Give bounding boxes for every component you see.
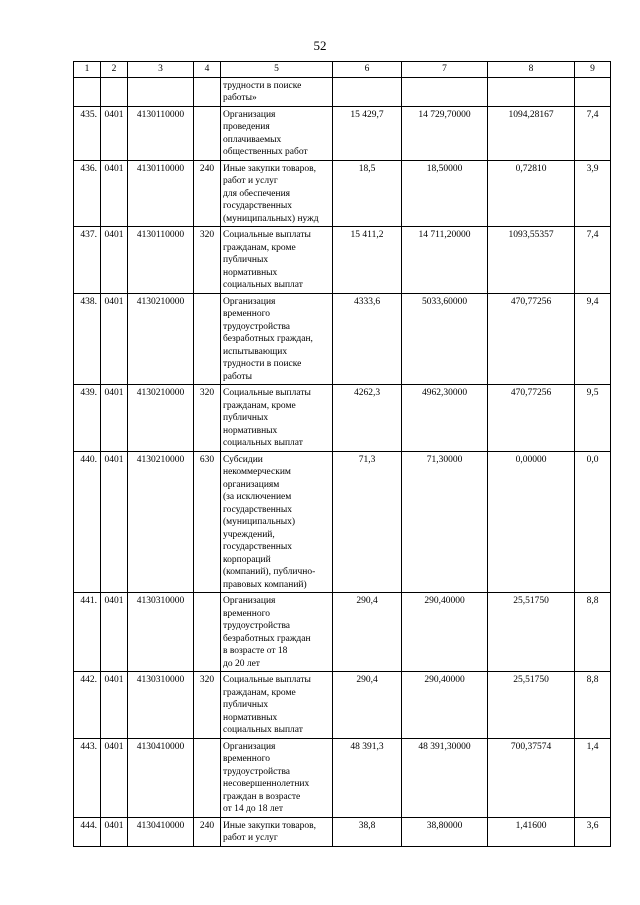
table-cell <box>74 77 101 106</box>
section-code: 0401 <box>101 817 128 846</box>
table-row <box>74 672 611 739</box>
table-row <box>74 593 611 672</box>
section-code: 0401 <box>101 227 128 294</box>
row-description: Организация временного трудоустройства безработных граждан в возрасте от 18 до 20 лет <box>221 593 333 672</box>
table-cell <box>194 77 221 106</box>
row-description: трудности в поиске работы» <box>221 77 333 106</box>
table-body <box>74 106 611 846</box>
revised-amount: 71,30000 <box>402 451 488 593</box>
row-description: Организация временного трудоустройства безработных граждан, испытывающих трудности в поиске работы <box>221 293 333 385</box>
revised-amount: 48 391,30000 <box>402 738 488 817</box>
expense-type-code <box>194 738 221 817</box>
approved-amount: 38,8 <box>333 817 402 846</box>
section-code: 0401 <box>101 293 128 385</box>
revised-amount: 18,50000 <box>402 160 488 227</box>
executed-amount: 1094,28167 <box>488 106 575 160</box>
target-code: 4130110000 <box>128 160 194 227</box>
table-row <box>74 817 611 846</box>
executed-amount: 1,41600 <box>488 817 575 846</box>
approved-amount: 4262,3 <box>333 385 402 452</box>
table-row <box>74 385 611 452</box>
execution-percent: 8,8 <box>575 593 611 672</box>
expense-type-code: 240 <box>194 817 221 846</box>
header-cell: 1 <box>74 62 101 78</box>
executed-amount: 0,00000 <box>488 451 575 593</box>
row-description: Иные закупки товаров, работ и услуг <box>221 817 333 846</box>
table-row <box>74 738 611 817</box>
revised-amount: 5033,60000 <box>402 293 488 385</box>
execution-percent: 7,4 <box>575 227 611 294</box>
row-number: 438. <box>74 293 101 385</box>
executed-amount: 700,37574 <box>488 738 575 817</box>
execution-percent: 3,6 <box>575 817 611 846</box>
header-cell: 4 <box>194 62 221 78</box>
target-code: 4130310000 <box>128 593 194 672</box>
target-code: 4130110000 <box>128 106 194 160</box>
table-cell <box>101 77 128 106</box>
revised-amount: 14 729,70000 <box>402 106 488 160</box>
header-cell: 9 <box>575 62 611 78</box>
table-cell <box>333 77 402 106</box>
row-description: Социальные выплаты гражданам, кроме публичных нормативных социальных выплат <box>221 672 333 739</box>
execution-percent: 3,9 <box>575 160 611 227</box>
row-description: Организация временного трудоустройства несовершеннолетних граждан в возрасте от 14 до 18 лет <box>221 738 333 817</box>
header-cell: 8 <box>488 62 575 78</box>
revised-amount: 4962,30000 <box>402 385 488 452</box>
row-number: 441. <box>74 593 101 672</box>
target-code: 4130310000 <box>128 672 194 739</box>
revised-amount: 290,40000 <box>402 672 488 739</box>
executed-amount: 470,77256 <box>488 385 575 452</box>
section-code: 0401 <box>101 106 128 160</box>
row-number: 437. <box>74 227 101 294</box>
approved-amount: 15 411,2 <box>333 227 402 294</box>
header-cell: 7 <box>402 62 488 78</box>
approved-amount: 18,5 <box>333 160 402 227</box>
approved-amount: 290,4 <box>333 593 402 672</box>
row-number: 435. <box>74 106 101 160</box>
expense-type-code: 320 <box>194 227 221 294</box>
row-number: 442. <box>74 672 101 739</box>
execution-percent: 1,4 <box>575 738 611 817</box>
header-cell: 6 <box>333 62 402 78</box>
row-description: Субсидии некоммерческим организациям (за исключением государственных (муниципальных) учреждений, государственных корпораций (компаний), публично- правовых компаний) <box>221 451 333 593</box>
execution-percent: 9,5 <box>575 385 611 452</box>
row-description: Социальные выплаты гражданам, кроме публичных нормативных социальных выплат <box>221 227 333 294</box>
expense-type-code: 320 <box>194 385 221 452</box>
expense-type-code <box>194 106 221 160</box>
table-row <box>74 160 611 227</box>
table-cell <box>128 77 194 106</box>
header-cell: 5 <box>221 62 333 78</box>
row-description: Иные закупки товаров, работ и услуг для обеспечения государственных (муниципальных) нужд <box>221 160 333 227</box>
revised-amount: 38,80000 <box>402 817 488 846</box>
target-code: 4130410000 <box>128 738 194 817</box>
target-code: 4130410000 <box>128 817 194 846</box>
executed-amount: 25,51750 <box>488 672 575 739</box>
target-code: 4130210000 <box>128 385 194 452</box>
table-row <box>74 227 611 294</box>
header-row <box>74 62 611 78</box>
section-code: 0401 <box>101 593 128 672</box>
expense-type-code: 630 <box>194 451 221 593</box>
executed-amount: 1093,55357 <box>488 227 575 294</box>
row-number: 439. <box>74 385 101 452</box>
table-cell <box>575 77 611 106</box>
budget-table <box>73 61 611 847</box>
executed-amount: 25,51750 <box>488 593 575 672</box>
revised-amount: 290,40000 <box>402 593 488 672</box>
revised-amount: 14 711,20000 <box>402 227 488 294</box>
page-number: 52 <box>313 38 327 53</box>
approved-amount: 71,3 <box>333 451 402 593</box>
continuation-row <box>74 77 611 106</box>
row-number: 444. <box>74 817 101 846</box>
header-cell: 2 <box>101 62 128 78</box>
section-code: 0401 <box>101 738 128 817</box>
row-description: Социальные выплаты гражданам, кроме публичных нормативных социальных выплат <box>221 385 333 452</box>
section-code: 0401 <box>101 451 128 593</box>
approved-amount: 15 429,7 <box>333 106 402 160</box>
table-header <box>74 62 611 78</box>
execution-percent: 9,4 <box>575 293 611 385</box>
table-row <box>74 451 611 593</box>
target-code: 4130210000 <box>128 451 194 593</box>
table-row <box>74 106 611 160</box>
target-code: 4130110000 <box>128 227 194 294</box>
execution-percent: 8,8 <box>575 672 611 739</box>
table-cell <box>488 77 575 106</box>
table-cell <box>402 77 488 106</box>
section-code: 0401 <box>101 160 128 227</box>
section-code: 0401 <box>101 385 128 452</box>
row-description: Организация проведения оплачиваемых общественных работ <box>221 106 333 160</box>
table-row <box>74 293 611 385</box>
row-number: 440. <box>74 451 101 593</box>
expense-type-code <box>194 293 221 385</box>
expense-type-code <box>194 593 221 672</box>
target-code: 4130210000 <box>128 293 194 385</box>
expense-type-code: 240 <box>194 160 221 227</box>
execution-percent: 7,4 <box>575 106 611 160</box>
execution-percent: 0,0 <box>575 451 611 593</box>
approved-amount: 4333,6 <box>333 293 402 385</box>
executed-amount: 470,77256 <box>488 293 575 385</box>
approved-amount: 290,4 <box>333 672 402 739</box>
section-code: 0401 <box>101 672 128 739</box>
approved-amount: 48 391,3 <box>333 738 402 817</box>
expense-type-code: 320 <box>194 672 221 739</box>
row-number: 443. <box>74 738 101 817</box>
row-number: 436. <box>74 160 101 227</box>
executed-amount: 0,72810 <box>488 160 575 227</box>
header-cell: 3 <box>128 62 194 78</box>
